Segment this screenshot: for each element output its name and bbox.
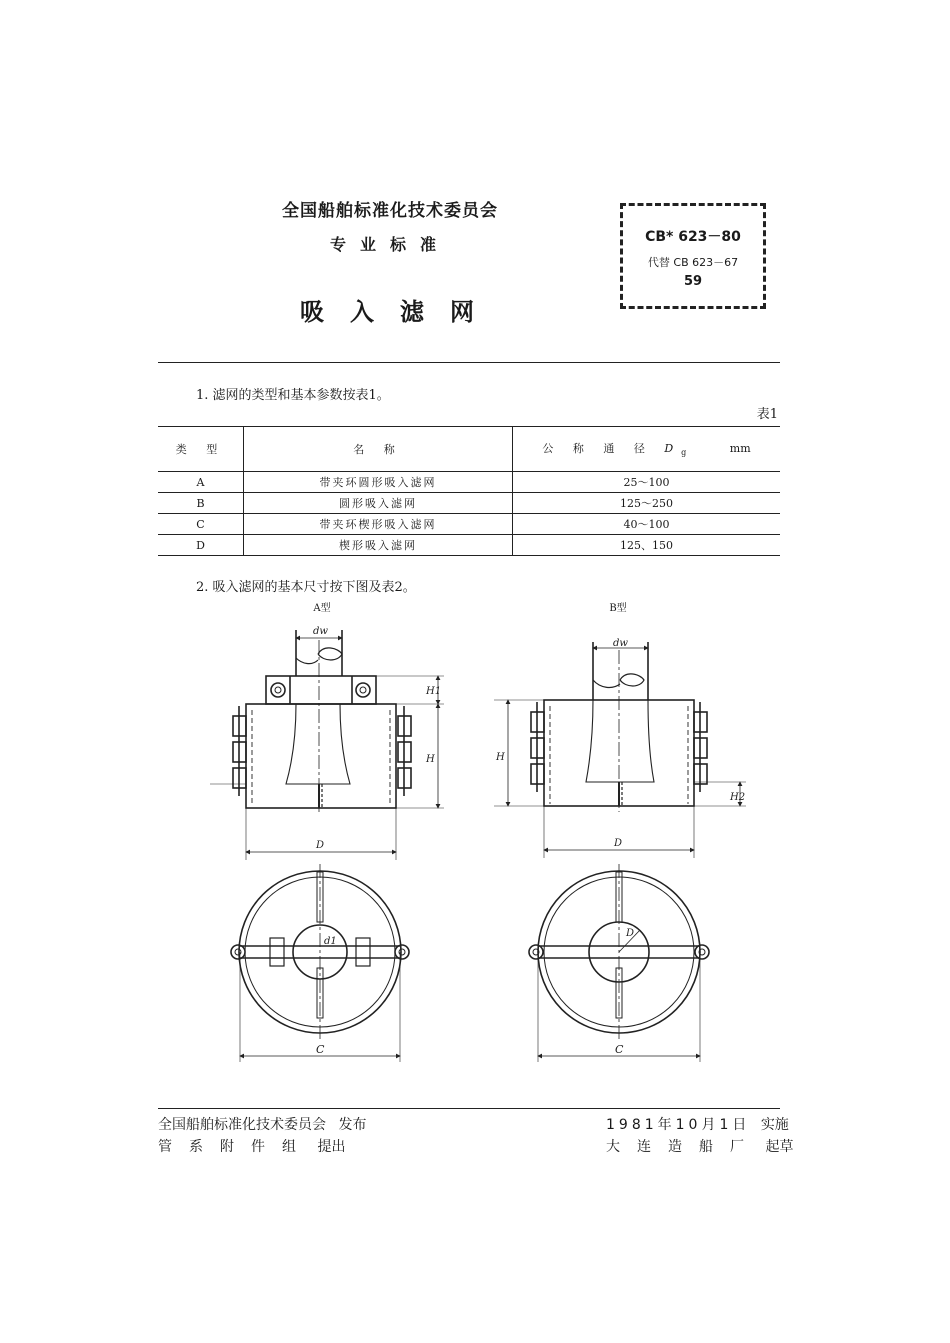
dg-subscript: g xyxy=(681,448,695,458)
section-1-text: 1. 滤网的类型和基本参数按表1。 xyxy=(196,388,390,403)
label-d-inner-b: D xyxy=(626,928,635,939)
label-dw-a: dw xyxy=(313,626,328,637)
committee-title: 全国船舶标准化技术委员会 xyxy=(282,201,498,221)
proposed-line xyxy=(158,1136,345,1156)
proposed-label: 提出 xyxy=(317,1139,346,1155)
issued-line xyxy=(158,1114,366,1134)
label-d-b: D xyxy=(614,838,623,849)
row-name: 楔形吸入滤网 xyxy=(244,535,513,556)
issued-by: 全国船舶标准化技术委员会 xyxy=(158,1117,326,1133)
figure-a-top-view xyxy=(231,864,409,1062)
implement-date: 1981年10月1日 xyxy=(606,1117,751,1133)
label-d-a: D xyxy=(316,840,325,851)
dg-symbol: D xyxy=(664,442,682,456)
label-h-a: H xyxy=(426,754,435,765)
header-name: 名 称 xyxy=(244,427,513,472)
figure-b-top-view xyxy=(529,864,709,1062)
figure-a-side-view xyxy=(210,630,444,860)
replaces-standard: 代替 CB 623－67 xyxy=(647,256,739,269)
footer-rule xyxy=(158,1108,780,1109)
row-name: 带夹环圆形吸入滤网 xyxy=(244,472,513,493)
standard-type: 专业标准 xyxy=(329,235,450,254)
implement-label: 实施 xyxy=(760,1117,789,1133)
label-d1: d1 xyxy=(324,936,337,947)
header-diameter-text: 公 称 通 径 xyxy=(542,442,653,456)
header-type: 类 型 xyxy=(158,427,244,472)
row-dn: 25～100 xyxy=(513,472,781,493)
drafted-by: 大连造船厂 xyxy=(606,1139,761,1155)
row-type: A xyxy=(158,472,244,493)
row-dn: 40～100 xyxy=(513,514,781,535)
figure-b-side-view xyxy=(494,642,746,858)
row-name: 带夹环楔形吸入滤网 xyxy=(244,514,513,535)
row-type: C xyxy=(158,514,244,535)
row-name: 圆形吸入滤网 xyxy=(244,493,513,514)
proposed-by: 管系附件组 xyxy=(158,1139,313,1155)
row-type: D xyxy=(158,535,244,556)
figure-b-caption: B型 xyxy=(609,603,627,614)
page-number: 59 xyxy=(683,274,703,289)
document-title: 吸入滤网 xyxy=(300,298,500,326)
label-h-b: H xyxy=(496,752,505,763)
figure-a-caption: A型 xyxy=(313,603,331,614)
label-c-a: C xyxy=(316,1043,325,1056)
issued-label: 发布 xyxy=(338,1117,367,1133)
row-dn: 125～250 xyxy=(513,493,781,514)
section-2-text: 2. 吸入滤网的基本尺寸按下图及表2。 xyxy=(196,580,416,595)
label-h1: H1 xyxy=(426,686,442,697)
label-c-b: C xyxy=(615,1043,624,1056)
label-h2: H2 xyxy=(730,792,746,803)
row-dn: 125、150 xyxy=(513,535,781,556)
unit-text: mm xyxy=(729,442,751,456)
implement-line xyxy=(606,1114,789,1134)
standard-code: CB* 623－80 xyxy=(645,229,741,245)
row-type: B xyxy=(158,493,244,514)
drafted-line xyxy=(606,1136,793,1156)
drafted-label: 起草 xyxy=(765,1139,794,1155)
table-1-label: 表1 xyxy=(756,407,778,422)
label-dw-b: dw xyxy=(613,638,628,649)
